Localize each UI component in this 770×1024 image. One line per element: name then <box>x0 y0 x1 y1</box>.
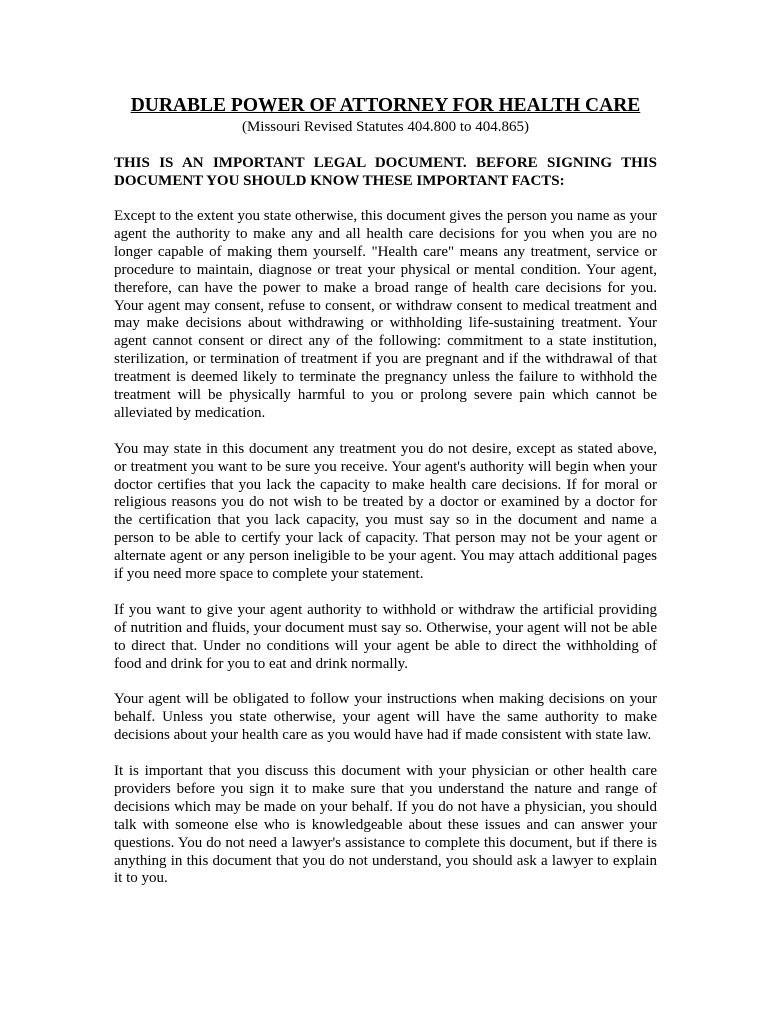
paragraph-agent-obligations: Your agent will be obligated to follow your instructions when making decisions on your behalf. Unless you state otherwise, your agent will have the same authority to make decisions about your health care as you would have had if made consistent with state law. <box>114 691 657 744</box>
paragraph-treatment-preferences: You may state in this document any treatment you do not desire, except as stated above, or treatment you want to be sure you receive. Your agent's authority will begin when your doctor certifies that you lack the capacity to make health care decisions. If for moral or religious reasons you do not wish to be treated by a doctor or examined by a doctor for the certification that you lack capacity, you must say so in the document and name a person to be able to certify your lack of capacity. That person may not be your agent or alternate agent or any person ineligible to be your agent. You may attach additional pages if you need more space to complete your statement. <box>114 440 657 583</box>
document-subtitle: (Missouri Revised Statutes 404.800 to 404.865) <box>241 119 530 135</box>
document-title: DURABLE POWER OF ATTORNEY FOR HEALTH CARE <box>130 95 641 116</box>
paragraph-agent-authority: Except to the extent you state otherwise, this document gives the person you name as your agent the authority to make any and all health care decisions for you when you are no longer capable of making them yourself. "Health care" means any treatment, service or procedure to maintain, diagnose or treat your physical or mental condition. Your agent, therefore, can have the power to make a broad range of health care decisions for you. Your agent may consent, refuse to consent, or withdraw consent to medical treatment and may make decisions about withdrawing or withholding life-sustaining treatment. Your agent cannot consent or direct any of the following: commitment to a state institution, sterilization, or termination of treatment if you are pregnant and if the withdrawal of that treatment is deemed likely to terminate the pregnancy unless the failure to withhold the treatment will be physically harmful to you or prolong severe pain which cannot be alleviated by medication. <box>114 208 657 421</box>
paragraph-nutrition-fluids: If you want to give your agent authority to withhold or withdraw the artificial providing of nutrition and fluids, your document must say so. Otherwise, your agent will not be able to direct that. Under no conditions will your agent be able to direct the withholding of food and drink for you to eat and drink normally. <box>114 601 657 672</box>
important-notice: THIS IS AN IMPORTANT LEGAL DOCUMENT. BEFORE SIGNING THIS DOCUMENT YOU SHOULD KNOW THESE IMPORTANT FACTS: <box>114 155 657 189</box>
document-page <box>114 94 657 906</box>
paragraph-discuss-with-physician: It is important that you discuss this document with your physician or other health care providers before you sign it to make sure that you understand the nature and range of decisions which may be made on your behalf. If you do not have a physician, you should talk with someone else who is knowledgeable about these issues and can answer your questions. You do not need a lawyer's assistance to complete this document, but if there is anything in this document that you do not understand, you should ask a lawyer to explain it to you. <box>114 763 657 887</box>
